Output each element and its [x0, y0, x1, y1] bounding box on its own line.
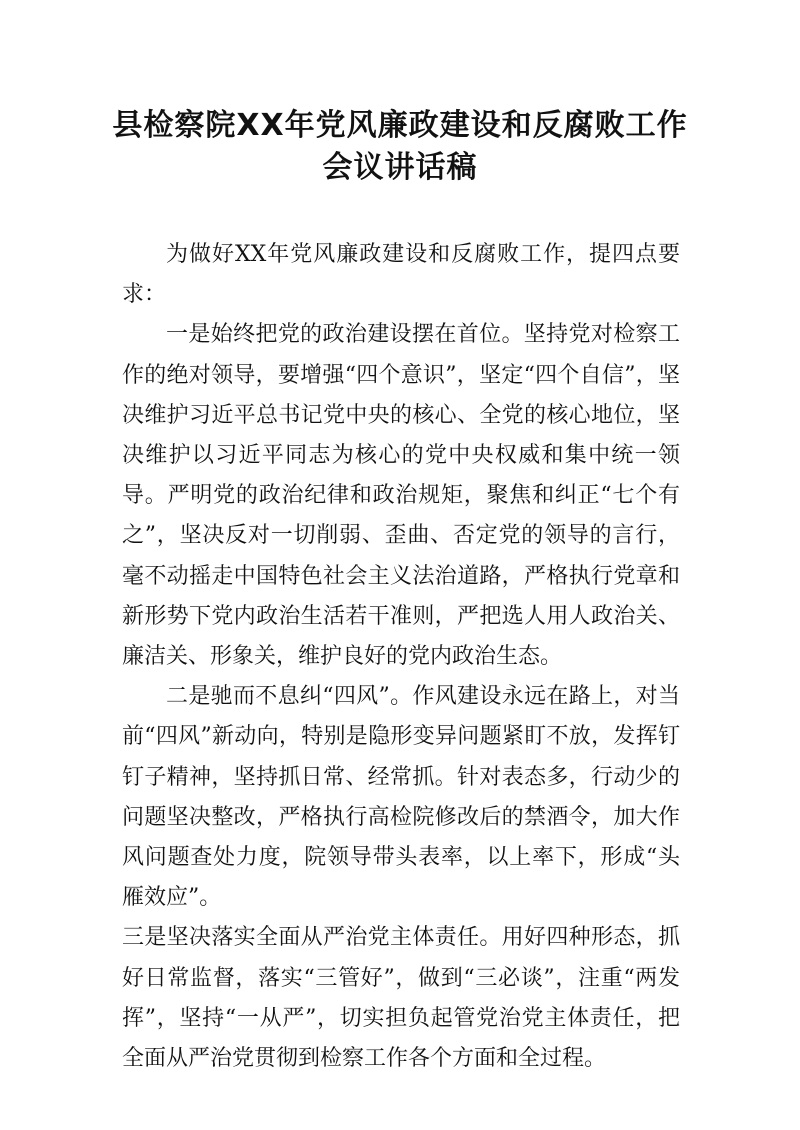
- paragraph-point-two: 二是驰而不息纠“四风”。作风建设永远在路上，对当前“四风”新动向，特别是隐形变异问题紧盯不放，发挥钉钉子精神，坚持抓日常、经常抓。针对表态多，行动少的问题坚决整改，严格执行高检院修改后的禁酒令，加大作风问题查处力度，院领导带头表率，以上率下，形成“头雁效应”。: [122, 684, 680, 911]
- paragraph-point-three: 三是坚决落实全面从严治党主体责任。用好四种形态，抓好日常监督，落实“三管好”，做到“三必谈”，注重“两发挥”，坚持“一从严”，切实担负起管党治党主体责任，把全面从严治党贯彻到检察工作各个方面和全过程。: [122, 925, 680, 1072]
- paragraph-point-one: 一是始终把党的政治建设摆在首位。坚持党对检察工作的绝对领导，要增强“四个意识”，坚定“四个自信”，坚决维护习近平总书记党中央的核心、全党的核心地位，坚决维护以习近平同志为核心的党中央权威和集中统一领导。严明党的政治纪律和政治规矩，聚焦和纠正“七个有之”，坚决反对一切削弱、歪曲、否定党的领导的言行，毫不动摇走中国特色社会主义法治道路，严格执行党章和新形势下党内政治生活若干准则，严把选人用人政治关、廉洁关、形象关，维护良好的党内政治生态。: [122, 322, 680, 670]
- document-body: [122, 235, 680, 1079]
- document-title-line2: 会议讲话稿: [322, 150, 478, 185]
- document-title-line1: 县检察院XX年党风廉政建设和反腐败工作: [112, 108, 688, 143]
- paragraph-intro: 为做好XX年党风廉政建设和反腐败工作，提四点要求：: [122, 242, 680, 308]
